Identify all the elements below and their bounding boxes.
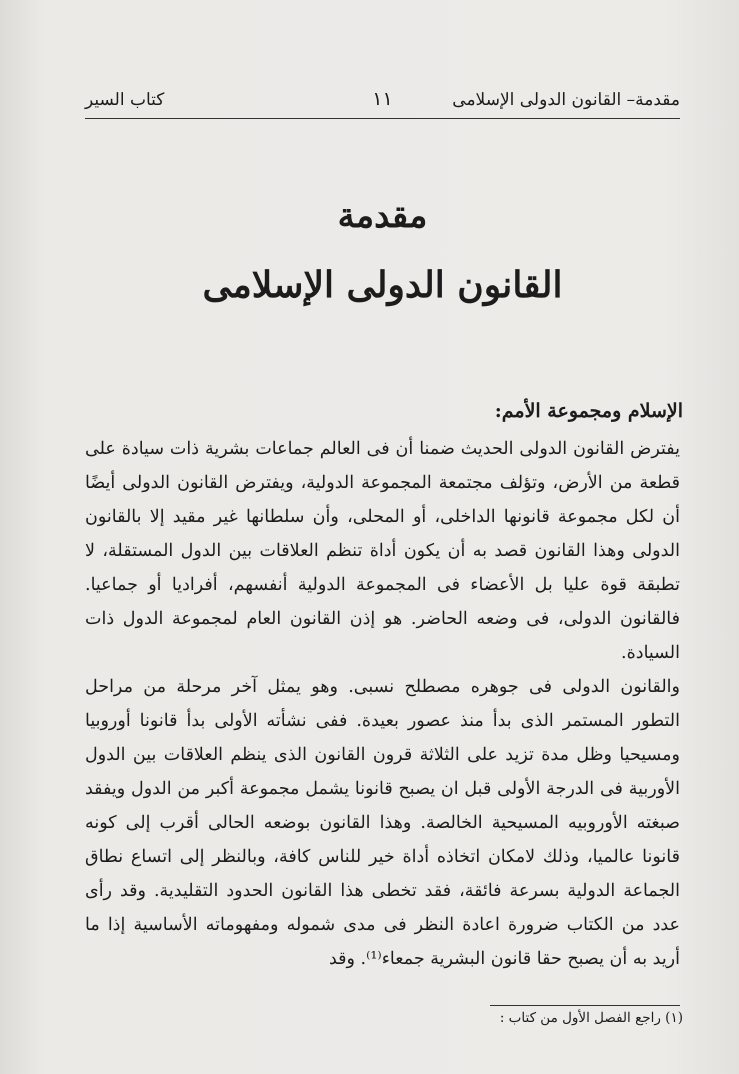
- page-title: مقدمة: [337, 196, 428, 236]
- page-subtitle: القانون الدولى الإسلامى: [202, 264, 563, 306]
- footnote-divider: [490, 1005, 680, 1006]
- footnote: (١) راجع الفصل الأول من كتاب :: [499, 1010, 683, 1026]
- section-heading: الإسلام ومجموعة الأمم:: [494, 400, 683, 422]
- running-header: [85, 86, 680, 116]
- header-book-title: كتاب السير: [85, 90, 165, 110]
- body-text: [85, 432, 680, 976]
- page-number: ١١: [372, 88, 393, 110]
- paragraph: يفترض القانون الدولى الحديث ضمنا أن فى العالم جماعات بشرية ذات سيادة على قطعة من الأرض، وتؤلف مجتمعة المجموعة الدولية، ويفترض القانون الدولى أيضًا أن لكل مجموعة قانونها الداخلى، أو المحلى، وأن سلطانها غير مقيد إلا بالقانون الدولى وهذا القانون قصد به أن يكون أداة تنظم العلاقات بين الدول المستقلة، لا تطبقة قوة عليا بل الأعضاء فى المجموعة الدولية أنفسهم، أفراديا أو جماعيا. فالقانون الدولى، فى وضعه الحاضر. هو إذن القانون العام لمجموعة الدول ذات السيادة.: [85, 439, 680, 663]
- header-divider: [85, 118, 680, 119]
- paragraph: والقانون الدولى فى جوهره مصطلح نسبى. وهو يمثل آخر مرحلة من مراحل التطور المستمر الذى بدأ منذ عصور بعيدة. ففى نشأته الأولى بدأ قانونا أوروبيا ومسيحيا وظل مدة تزيد على الثلاثة قرون القانون الذى ينظم العلاقات بين الدول الأوربية فى الدرجة الأولى قبل ان يصبح قانونا يشمل مجموعة أكبر من الدول ويفقد صبغته الأوروبيه المسيحية الخالصة. وهذا القانون بوضعه الحالى أقرب إلى كونه قانونا عالميا، وذلك لامكان اتخاذه أداة خير للناس كافة، وبالنظر إلى اتساع نطاق الجماعة الدولية بسرعة فائقة، فقد تخطى هذا القانون الحدود التقليدية. وقد رأى عدد من الكتاب ضرورة اعادة النظر فى مدى شموله ومفهوماته الأساسية إذا ما أريد به أن يصبح حقا قانون البشرية جمعاء⁽¹⁾. وقد: [85, 677, 680, 969]
- header-chapter-title: مقدمة– القانون الدولى الإسلامى: [452, 90, 680, 110]
